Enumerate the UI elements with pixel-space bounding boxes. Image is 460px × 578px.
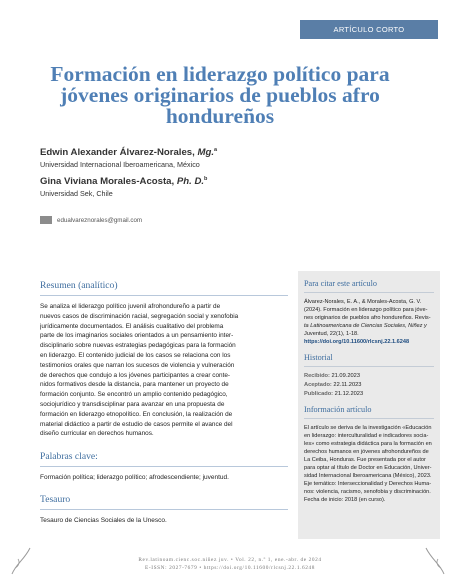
history-date: 22.11.2023 xyxy=(333,381,362,388)
citation-heading: Para citar este artículo xyxy=(304,279,377,288)
abstract-line: material didáctico a partir de estudio de casos permite el avance del xyxy=(40,420,233,428)
keywords-text: Formación política; liderazgo político; afrodescendiente; juventud. xyxy=(40,474,229,482)
info-line: Fecha de inicio: 2018 (en curso). xyxy=(304,497,386,504)
citation-line: ta Latinoamericana de Ciencias Sociales, Niñez y xyxy=(304,323,427,330)
section-divider xyxy=(40,509,288,510)
keywords-section xyxy=(40,451,288,482)
info-line: para optar al título de Doctor en Educación, Univer- xyxy=(304,465,432,472)
citation-line: Álvarez-Norales, E. A., & Morales-Acosta, G. V. xyxy=(304,299,422,305)
history-label: Aceptado: xyxy=(304,381,332,388)
history-item xyxy=(304,381,434,390)
abstract-line: en liderazgo. El contenido judicial de los casos se relaciona con los xyxy=(40,351,231,359)
section-divider xyxy=(304,418,434,419)
info-line: El artículo se deriva de la investigación «Educación xyxy=(304,424,432,431)
abstract-line: diseño curricular en derechos humanos. xyxy=(40,430,154,438)
abstract-line: parte de los imaginarios sociales orientados a un pensamiento inter- xyxy=(40,332,234,340)
citation-line: (2024). Formación en liderazgo político para jóve- xyxy=(304,307,428,314)
history-heading: Historial xyxy=(304,352,333,362)
email-icon xyxy=(40,216,52,224)
citation-doi-link[interactable]: https://doi.org/10.11600/rlcsnj.22.1.6248 xyxy=(304,339,410,346)
contact-email[interactable] xyxy=(40,216,142,224)
history-label: Recibido: xyxy=(304,372,330,379)
section-divider xyxy=(40,295,288,296)
author-degree: Ph. D. xyxy=(176,176,205,188)
author-degree: Mg. xyxy=(197,147,214,159)
abstract-line: formación en liderazgo etnopolítico. En conclusión, la realización de xyxy=(40,410,233,418)
abstract-line: Se analiza el liderazgo político juvenil afrohondureño a partir de xyxy=(40,303,221,310)
info-line: Eje temático: Interseccionalidad y Derechos Huma- xyxy=(304,481,432,488)
author-name xyxy=(40,173,420,188)
author-footnote-mark: b xyxy=(204,176,208,183)
corner-ornament-icon xyxy=(424,546,446,576)
journal-reference: Rev.latinoam.cienc.soc.niñez juv. • Vol. 22, n.º 1, ene.-abr. de 2024 xyxy=(138,557,322,563)
main-column xyxy=(40,280,288,525)
title-line: hondureños xyxy=(165,104,275,128)
author-name xyxy=(40,144,420,159)
article-info-text xyxy=(304,424,434,505)
abstract-line: testimonios orales que narran los sucesos de violencia y vulneración xyxy=(40,361,235,369)
citation-text xyxy=(304,298,434,347)
thesaurus-text: Tesauro de Ciencias Sociales de la Unesco. xyxy=(40,517,167,525)
article-info-sidebar xyxy=(298,271,440,539)
title-line: Formación en liderazgo político para xyxy=(50,62,390,86)
info-line: derechos humanos en jóvenes afrohondureños de xyxy=(304,448,429,455)
history-date: 21.12.2023 xyxy=(334,390,364,397)
page-footer xyxy=(40,556,420,572)
keywords-heading: Palabras clave: xyxy=(40,451,98,463)
author-name-text: Gina Viviana Morales-Acosta, xyxy=(40,176,177,188)
thesaurus-section xyxy=(40,494,288,525)
section-divider xyxy=(304,366,434,367)
info-line: nos: violencia, racismo, xenofobia y discriminación. xyxy=(304,489,431,496)
abstract-line: formación conjunto. Se encontró un amplio contenido pedagógico, xyxy=(40,391,228,399)
author-affiliation: Universidad Internacional Iberoamericana, México xyxy=(40,160,200,170)
thesaurus-heading: Tesauro xyxy=(40,494,71,506)
section-divider xyxy=(40,466,288,467)
info-line: les» como estrategia didáctica para la formación en xyxy=(304,440,432,447)
citation-line: nes originarios de pueblos afro hondureños. Revis- xyxy=(304,315,431,322)
abstract-text xyxy=(40,302,288,439)
article-title xyxy=(40,64,400,127)
abstract-line: nuevos casos de discriminación racial, segregación social y xenofobia xyxy=(40,312,239,320)
history-item xyxy=(304,372,434,381)
title-line: jóvenes originarios de pueblos afro xyxy=(60,83,380,107)
abstract-line: jurídicamente documentados. El análisis cualitativo del problema xyxy=(40,322,224,330)
history-label: Publicado: xyxy=(304,390,334,397)
abstract-line: de derechos que condujo a los jóvenes participantes a crear conte- xyxy=(40,371,231,379)
article-type-badge: ARTÍCULO CORTO xyxy=(300,20,438,39)
email-address[interactable]: edualvareznorales@gmail.com xyxy=(57,216,143,224)
article-info-heading: Información artículo xyxy=(304,404,372,414)
author-name-text: Edwin Alexander Álvarez-Norales, xyxy=(40,147,198,159)
info-line: sidad Internacional Iberoamericana (México), 2023. xyxy=(304,473,432,480)
abstract-line: disciplinario sobre nuevas estrategias pedagógicas para la formación xyxy=(40,342,236,350)
citation-line: Juventud, 22(1), 1-18. xyxy=(304,331,359,338)
section-divider xyxy=(304,292,434,293)
author-affiliation: Universidad Sek, Chile xyxy=(40,189,113,199)
corner-ornament-icon xyxy=(10,546,32,576)
history-date: 21.09.2023 xyxy=(331,372,360,379)
abstract-line: nidos formativos desde la distancia, para mantener un proyecto de xyxy=(40,381,229,389)
journal-issn-doi: E-ISSN: 2027-7679 • https://doi.org/10.11600/rlcsnj.22.1.6248 xyxy=(145,565,315,571)
abstract-line: sociojurídico y transdisciplinar para avanzar en una propuesta de xyxy=(40,400,225,408)
author-list xyxy=(40,144,420,202)
abstract-heading: Resumen (analítico) xyxy=(40,280,118,291)
author-footnote-mark: a xyxy=(214,147,218,153)
info-line: La Ceiba, Honduras. Fue presentada por el autor xyxy=(304,456,426,463)
history-item xyxy=(304,390,434,399)
info-line: en liderazgo: interculturalidad e indicadores socia- xyxy=(304,432,429,439)
